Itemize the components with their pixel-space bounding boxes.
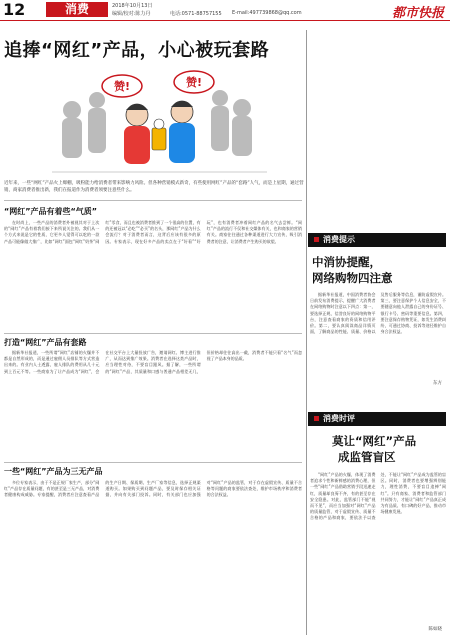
image-caption: 近年来，一些“网红”产品火上爆棚，吸粉能力给消费者带来影响力风险。但各种营销模式新奇，有些使用网红”产品的“套路”人气，而是上星期，通过营销，商家消费者推出新，我们在报道作为消费者须要注意些什么。 xyxy=(4,181,304,193)
svg-text:赞!: 赞! xyxy=(185,76,203,89)
divider xyxy=(4,200,302,201)
subhead-3: 一些“网红”产品为三无产品 xyxy=(4,467,103,476)
sidebar-1-text: 据新华社报道，中国消费者协会日前发布消费提示，提醒广大消费者在网络购物时注意以下四点：第一，要选择正规、信誉良好的网络购物平台，注意查看商家的资质和信用评价。第二，要认真阅读商品详情页面，了解商品的性能、质量、价格以及售后服务等信息，谨防虚假宣传。第三，要注意保护个人信息安全，不要随意向他人泄露自己的身份证号、银行卡号、密码等重要信息。第四，要注意保存购物凭证，如发生消费纠纷，可通过协商、投诉等途径维护自身合法权益。 xyxy=(310,292,446,335)
phone: 电话:0571-88757155 xyxy=(170,11,222,17)
sidebar-title-2b: 成监管盲区 xyxy=(338,450,396,464)
issue-date: 2018年10月13日 xyxy=(112,3,153,9)
editors: 编辑/校对:陈力丹 xyxy=(112,11,151,17)
subhead-1: “网红”产品有着些“气质” xyxy=(4,207,98,216)
column-divider xyxy=(306,30,307,635)
speech-bubble-left xyxy=(102,75,142,97)
email: E-mail:497739868@qq.com xyxy=(232,10,302,16)
speech-bubble-right xyxy=(174,71,214,93)
sidebar-1-byline: 东方 xyxy=(433,381,442,386)
section-1-text: 在时尚上，一些产品的消费者外被视其对于上次的“网红”产品有着我们接下来所说关注的。我们从一个方式来说是它的性质，它更多人觉得可以吃的一款产品可能像做大推广，比如“网红”面包“网红”奶茶“网红”零食，而且也被消费者推到了一个很高的位置，有的还被冠以“必吃”“必买”的名头，那网红”产品为什么会流行？对于消费者而言，这背后应该有很多的原因。专家表示，现在好多产品的卖点在于“好看”“好玩”，也有消费者冲着网红产品的名气去尝鲜。“网红”产品的流行不仅和社交媒体有关，也和商家的营销有关。商家往往通过各种渠道进行大力宣传，吸引消费者的注意，让消费者产生购买的欲望。 xyxy=(4,220,302,244)
section-3-text: 多位专家表示，由于不是正规厂家生产，部分“网红”产品存在质量问题，有的甚至是三无产品，对消费者健康构成威胁。专家提醒，消费者应注意查看产品的生产日期、保质期、生产厂家等信息，选择正规渠道购买。如果购买到问题产品，要及时保存相关证据，并向有关部门投诉。同时，有关部门也应加强对“网红”产品的监管，对于存在虚假宣传、质量不合格等问题的商家要依法查处，维护市场秩序和消费者的合法权益。 xyxy=(4,480,302,498)
svg-text:赞!: 赞! xyxy=(113,80,131,93)
section-2-text: 据新华社报道，一些所谓“网红”店铺的火爆并不都是自然形成的，而是通过雇佣人员排队等方式营造出来的。有业内人士透露，雇人排队的费用从几十元到上百元不等。一些商家为了让产品成为“网红”，会在社交平台上大量投放广告，邀请网红、博主进行推广，从而达到推广效果。消费者在选择这类产品时，应当理性对待，不要盲目跟风。据了解，一些所谓的“网红”产品，其质量和口感与普通产品相差无几，但价格却往往高出一截，消费者不能只看“名气”而忽视了产品本身的品质。 xyxy=(4,350,302,374)
divider xyxy=(4,462,302,463)
article-headline: 追捧“网红”产品，小心被玩套路 xyxy=(4,40,270,61)
sidebar-2-byline: 陈如晓 xyxy=(428,627,442,632)
sidebar-2-text: “网红”产品的火爆，体现了消费者追求个性和新鲜感的消费心理，但一些“网红”产品借助营销手段迅速走红，质量却良莠不齐，有的甚至存在安全隐患。对此，监管部门不能“视而不见”，而应当加强对“网红”产品的质量监管，对于虚假宣传、质量不合格的产品和商家，要依法予以查处，不能让“网红”产品成为监管的盲区。同时，消费者也要增强辨别能力，理性消费，不要盲目追捧“网红”。只有商家、消费者和监管部门共同努力，才能让“网红”产品真正成为有品质、有口碑的好产品，推动市场健康发展。 xyxy=(310,472,446,521)
newspaper-brand: 都市快报 xyxy=(391,6,444,21)
divider xyxy=(4,333,302,334)
section-name: 消费 xyxy=(46,2,108,17)
sidebar-title-1b: 网络购物四注意 xyxy=(312,271,393,285)
subhead-2: 打造“网红”产品有套路 xyxy=(4,338,87,347)
page-number: 12 xyxy=(3,0,26,19)
sidebar-title-2a: 莫让“网红”产品 xyxy=(332,434,417,448)
sidebar-title-1a: 中消协提醒， xyxy=(312,255,381,269)
cartoon-illustration xyxy=(52,70,267,175)
sidebar-label-commentary: 消费时评 xyxy=(308,412,446,426)
sidebar-label-tips: 消费提示 xyxy=(308,233,446,247)
